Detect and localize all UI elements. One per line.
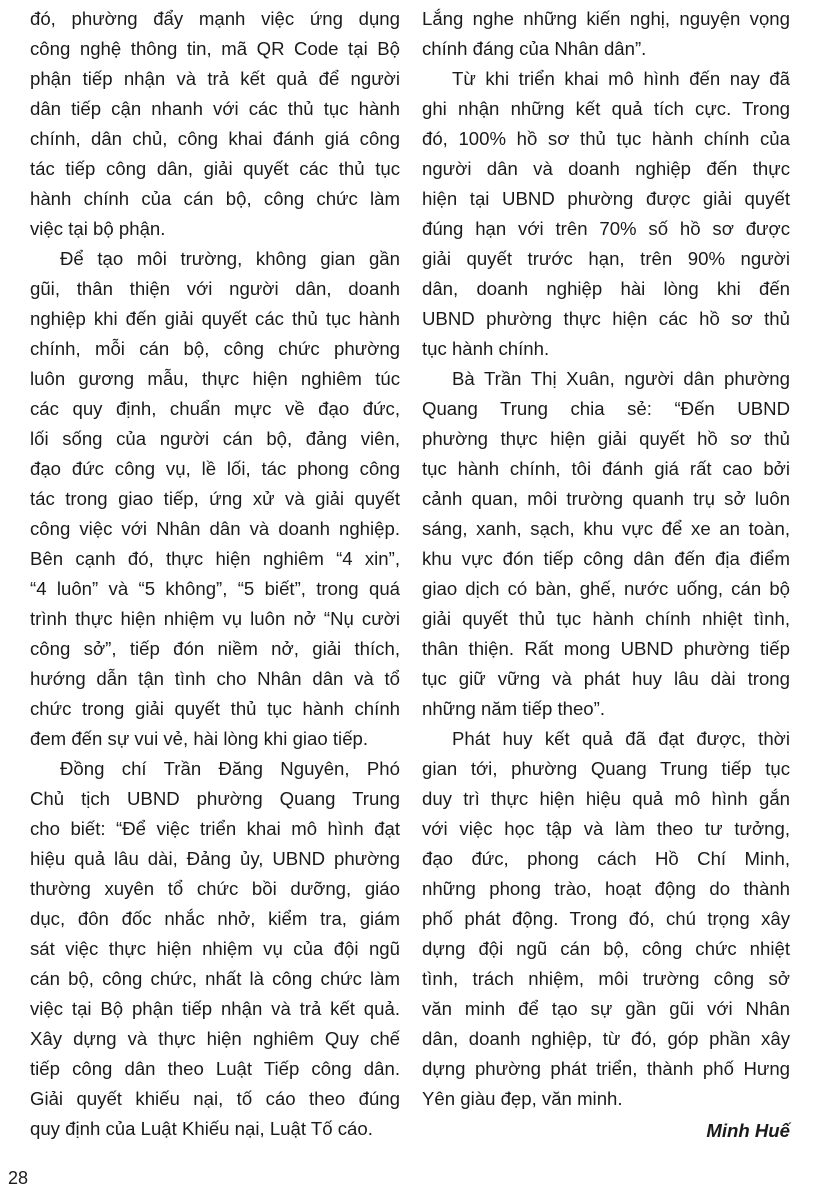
text-line: chính đáng của Nhân dân”. bbox=[422, 38, 647, 59]
paragraph bbox=[30, 244, 400, 754]
author-signature: Minh Huế bbox=[706, 1120, 790, 1141]
text-line: hướng dẫn tận tình cho Nhân dân và tổ bbox=[30, 668, 400, 689]
text-line: tục giữ vững và phát huy lâu dài trong bbox=[422, 668, 790, 689]
paragraph bbox=[30, 754, 400, 1144]
text-line: gũi, thân thiện với người dân, doanh bbox=[30, 278, 400, 299]
text-line: cán bộ, công chức, nhất là công chức làm bbox=[30, 968, 400, 989]
text-line: đạo đức, phong cách Hồ Chí Minh, bbox=[422, 848, 790, 869]
text-line: phường thực hiện giải quyết hồ sơ thủ bbox=[422, 428, 790, 449]
text-line: UBND phường thực hiện các hồ sơ thủ bbox=[422, 308, 790, 329]
text-line: tình, trách nhiệm, môi trường công sở bbox=[422, 968, 790, 989]
text-line: cho biết: “Để việc triển khai mô hình đạt bbox=[30, 818, 400, 839]
text-line: đem đến sự vui vẻ, hài lòng khi giao tiếp. bbox=[30, 728, 369, 749]
text-line: công nghệ thông tin, mã QR Code tại Bộ bbox=[30, 38, 400, 59]
text-line: chính, mỗi cán bộ, công chức phường bbox=[30, 338, 400, 359]
right-column bbox=[422, 4, 790, 1146]
text-line: luôn gương mẫu, thực hiện nghiêm túc bbox=[30, 368, 400, 389]
text-line: giải quyết thủ tục hành chính nhiệt tình, bbox=[422, 608, 790, 629]
text-line: sát việc thực hiện nhiệm vụ của đội ngũ bbox=[30, 938, 400, 959]
text-line: công sở”, tiếp đón niềm nở, giải thích, bbox=[30, 638, 400, 659]
text-line: nghiệp khi đến giải quyết các thủ tục hành bbox=[30, 308, 400, 329]
text-line: đó, 100% hồ sơ thủ tục hành chính của bbox=[422, 128, 790, 149]
text-line: Lắng nghe những kiến nghị, nguyện vọng bbox=[422, 8, 790, 29]
text-line: Từ khi triển khai mô hình đến nay đã bbox=[452, 68, 790, 89]
paragraph bbox=[422, 4, 790, 64]
left-column bbox=[30, 4, 400, 1144]
text-line: tục hành chính. bbox=[422, 338, 550, 359]
text-line: ghi nhận những kết quả tích cực. Trong bbox=[422, 98, 790, 119]
text-line: dựng phường phát triển, thành phố Hưng bbox=[422, 1058, 790, 1079]
text-line: người dân và doanh nghiệp đến thực bbox=[422, 158, 790, 179]
text-line: tác tiếp công dân, giải quyết các thủ tục bbox=[30, 158, 400, 179]
text-line: duy trì thực hiện hiệu quả mô hình gắn bbox=[422, 788, 790, 809]
paragraph bbox=[422, 64, 790, 364]
text-line: dân, doanh nghiệp, từ đó, góp phần xây bbox=[422, 1028, 790, 1049]
text-line: cảnh quan, môi trường quanh trụ sở luôn bbox=[422, 488, 790, 509]
text-line: công việc với Nhân dân và doanh nghiệp. bbox=[30, 518, 400, 539]
text-line: lối sống của người cán bộ, đảng viên, bbox=[30, 428, 400, 449]
text-line: Yên giàu đẹp, văn minh. bbox=[422, 1088, 623, 1109]
text-line: sáng, xanh, sạch, khu vực để xe an toàn, bbox=[422, 518, 790, 539]
paragraph bbox=[30, 4, 400, 244]
text-line: giải quyết trước hạn, trên 90% người bbox=[422, 248, 790, 269]
text-line: dân tiếp cận nhanh với các thủ tục hành bbox=[30, 98, 400, 119]
text-line: phố phát động. Trong đó, chú trọng xây bbox=[422, 908, 790, 929]
text-line: Để tạo môi trường, không gian gần bbox=[60, 248, 400, 269]
text-line: chức trong giải quyết thủ tục hành chính bbox=[30, 698, 400, 719]
text-line: phận tiếp nhận và trả kết quả để người bbox=[30, 68, 400, 89]
text-line: những phong trào, hoạt động do thành bbox=[422, 878, 790, 899]
text-line: hành chính của cán bộ, công chức làm bbox=[30, 188, 400, 209]
text-line: Phát huy kết quả đã đạt được, thời bbox=[452, 728, 790, 749]
text-line: Bên cạnh đó, thực hiện nghiêm “4 xin”, bbox=[30, 548, 400, 569]
text-line: Đồng chí Trần Đăng Nguyên, Phó bbox=[60, 758, 400, 779]
text-line: các quy định, chuẩn mực về đạo đức, bbox=[30, 398, 400, 419]
text-line: Bà Trần Thị Xuân, người dân phường bbox=[452, 368, 790, 389]
text-line: quy định của Luật Khiếu nại, Luật Tố cáo. bbox=[30, 1118, 373, 1139]
text-line: tục hành chính, tôi đánh giá rất cao bởi bbox=[422, 458, 790, 479]
text-line: tiếp công dân theo Luật Tiếp công dân. bbox=[30, 1058, 400, 1079]
text-line: “4 luôn” và “5 không”, “5 biết”, trong quá bbox=[30, 578, 400, 599]
text-line: Xây dựng và thực hiện nghiêm Quy chế bbox=[30, 1028, 400, 1049]
text-line: văn minh để tạo sự gần gũi với Nhân bbox=[422, 998, 790, 1019]
text-line: dục, đôn đốc nhắc nhở, kiểm tra, giám bbox=[30, 908, 400, 929]
text-line: khu vực đón tiếp công dân đến địa điểm bbox=[422, 548, 790, 569]
text-line: đúng hạn với trên 70% số hồ sơ được bbox=[422, 218, 790, 239]
text-line: đó, phường đẩy mạnh việc ứng dụng bbox=[30, 8, 400, 29]
text-line: gian tới, phường Quang Trung tiếp tục bbox=[422, 758, 790, 779]
text-line: dân, doanh nghiệp hài lòng khi đến bbox=[422, 278, 790, 299]
text-line: chính, dân chủ, công khai đánh giá công bbox=[30, 128, 400, 149]
text-line: tác trong giao tiếp, ứng xử và giải quyết bbox=[30, 488, 400, 509]
text-line: việc tại Bộ phận tiếp nhận và trả kết quả. bbox=[30, 998, 400, 1019]
paragraph bbox=[422, 724, 790, 1114]
text-line: việc tại bộ phận. bbox=[30, 218, 166, 239]
paragraph bbox=[422, 364, 790, 724]
text-line: đạo đức công vụ, lề lối, tác phong công bbox=[30, 458, 400, 479]
text-line: trình thực hiện nhiệm vụ luôn nở “Nụ cười bbox=[30, 608, 400, 629]
text-line: dựng đội ngũ cán bộ, công chức nhiệt bbox=[422, 938, 790, 959]
text-line: Chủ tịch UBND phường Quang Trung bbox=[30, 788, 400, 809]
text-line: hiện tại UBND phường được giải quyết bbox=[422, 188, 790, 209]
text-line: thường xuyên tổ chức bồi dưỡng, giáo bbox=[30, 878, 400, 899]
text-line: với việc học tập và làm theo tư tưởng, bbox=[422, 818, 790, 839]
text-line: Quang Trung chia sẻ: “Đến UBND bbox=[422, 398, 790, 419]
text-line: thân thiện. Rất mong UBND phường tiếp bbox=[422, 638, 790, 659]
text-line: giao dịch có bàn, ghế, nước uống, cán bộ bbox=[422, 578, 790, 599]
text-line: những năm tiếp theo”. bbox=[422, 698, 606, 719]
text-line: Giải quyết khiếu nại, tố cáo theo đúng bbox=[30, 1088, 400, 1109]
page-number: 28 bbox=[8, 1168, 29, 1188]
text-line: hiệu quả lâu dài, Đảng ủy, UBND phường bbox=[30, 848, 400, 869]
